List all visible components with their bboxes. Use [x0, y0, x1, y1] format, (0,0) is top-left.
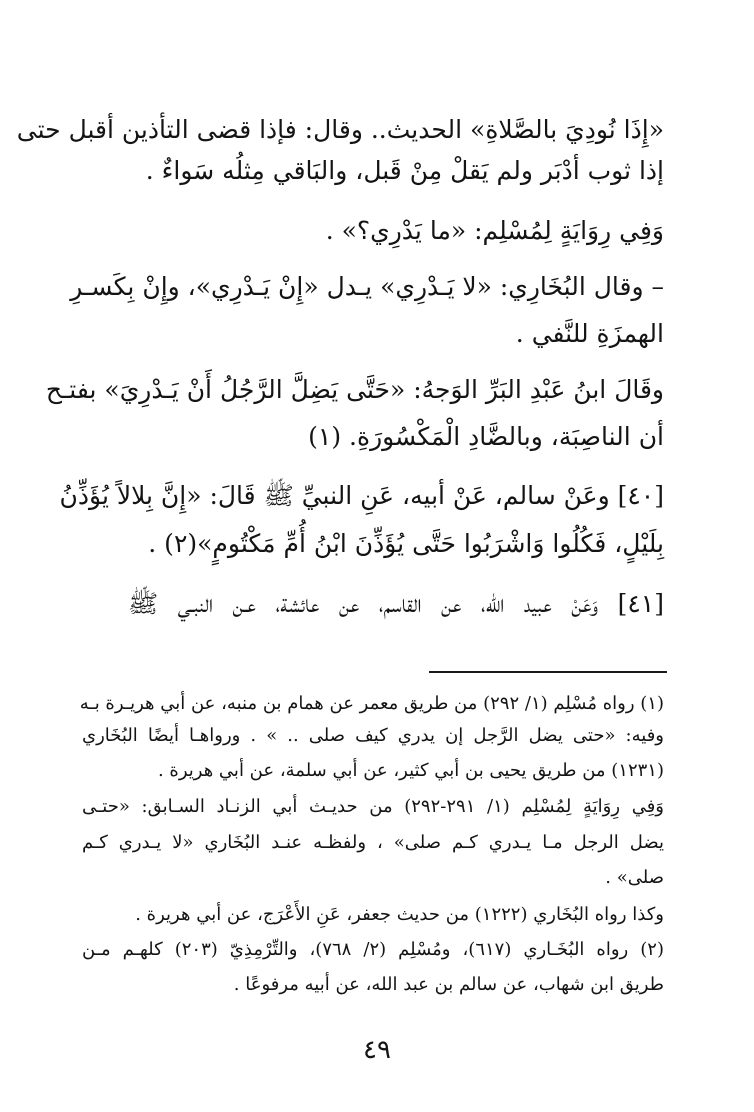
body-line: [٤١] وَعَنْ عبيد الله، عن القاسم، عن عائشة، عـن النبـي ﷺ [128, 589, 664, 618]
footnote-line: وَفِي رِوَايَةٍ لِمُسْلِم (١/ ٢٩١-٢٩٢) من حديـث أبي الزنـاد السـابق: «حتـى [82, 796, 664, 817]
body-line: – وقال البُخَارِي: «لا يَـدْرِي» يـدل «إِنْ يَـدْرِي»، وإِنْ بِكَسـرِ [70, 272, 664, 301]
body-line: بِلَيْلٍ، فَكُلُوا وَاشْرَبُوا حَتَّى يُؤَذِّنَ ابْنُ أُمِّ مَكْتُومٍ»(٢) . [148, 529, 664, 558]
body-line: الهمزَةِ للنَّفي . [515, 319, 664, 348]
footnote-line: طريق ابن شهاب، عن سالم بن عبد الله، عن أبيه مرفوعًا . [233, 974, 664, 995]
page-number: ٤٩ [363, 1035, 391, 1065]
footnote-line: وكذا رواه البُخَاري (١٢٢٢) من حديث جعفر، عَنِ الأَعْرَج، عن أبي هريرة . [135, 904, 664, 925]
body-line: [٤٠] وعَنْ سالم، عَنْ أبيه، عَنِ النبيِّ ﷺ قَالَ: «إِنَّ بِلالاً يُؤَذِّنُ [59, 481, 664, 510]
body-line: إذا ثوب أدْبَر ولم يَقلْ مِنْ قَبل، والبَاقي مِثلُه سَواءٌ . [145, 156, 664, 185]
body-line: وقَالَ ابنُ عَبْدِ البَرِّ الوَجهُ: «حَتَّى يَضِلَّ الرَّجُلُ أَنْ يَـدْرِيَ» بفتـح [45, 375, 664, 404]
footnote-separator [429, 671, 667, 673]
body-line: «إِذَا نُودِيَ بالصَّلاةِ» الحديث.. وقال: فإذا قضى التأذين أقبل حتى [16, 115, 664, 144]
footnote-line: صلى» . [605, 867, 664, 888]
footnote-line: (١٢٣١) من طريق يحيى بن أبي كثير، عن أبي سلمة، عن أبي هريرة . [157, 760, 664, 781]
footnote-line: يضل الرجل مـا يـدري كـم صلى» ، ولفظـه عنـد البُخَاري «لا يـدري كـم [82, 832, 664, 853]
body-line: أن الناصِبَة، وبالضَّادِ الْمَكْسُورَةِ. (١) [308, 422, 664, 451]
footnote-line: وفيه: «حتى يضل الرَّجل إن يدري كيف صلى .. » . ورواهـا أيضًا البُخَاري [82, 725, 664, 746]
footnote-line: (٢) رواه البُخَـاري (٦١٧)، ومُسْلِم (٢/ ٧٦٨)، والتِّرْمِذِيّ (٢٠٣) كلهـم مـن [82, 939, 664, 960]
body-line: وَفِي رِوَايَةٍ لِمُسْلِم: «ما يَدْرِي؟» . [325, 216, 664, 245]
footnote-line: (١) رواه مُسْلِم (١/ ٢٩٢) من طريق معمر عن همام بن منبه، عن أبي هريـرة بـه [79, 693, 664, 714]
